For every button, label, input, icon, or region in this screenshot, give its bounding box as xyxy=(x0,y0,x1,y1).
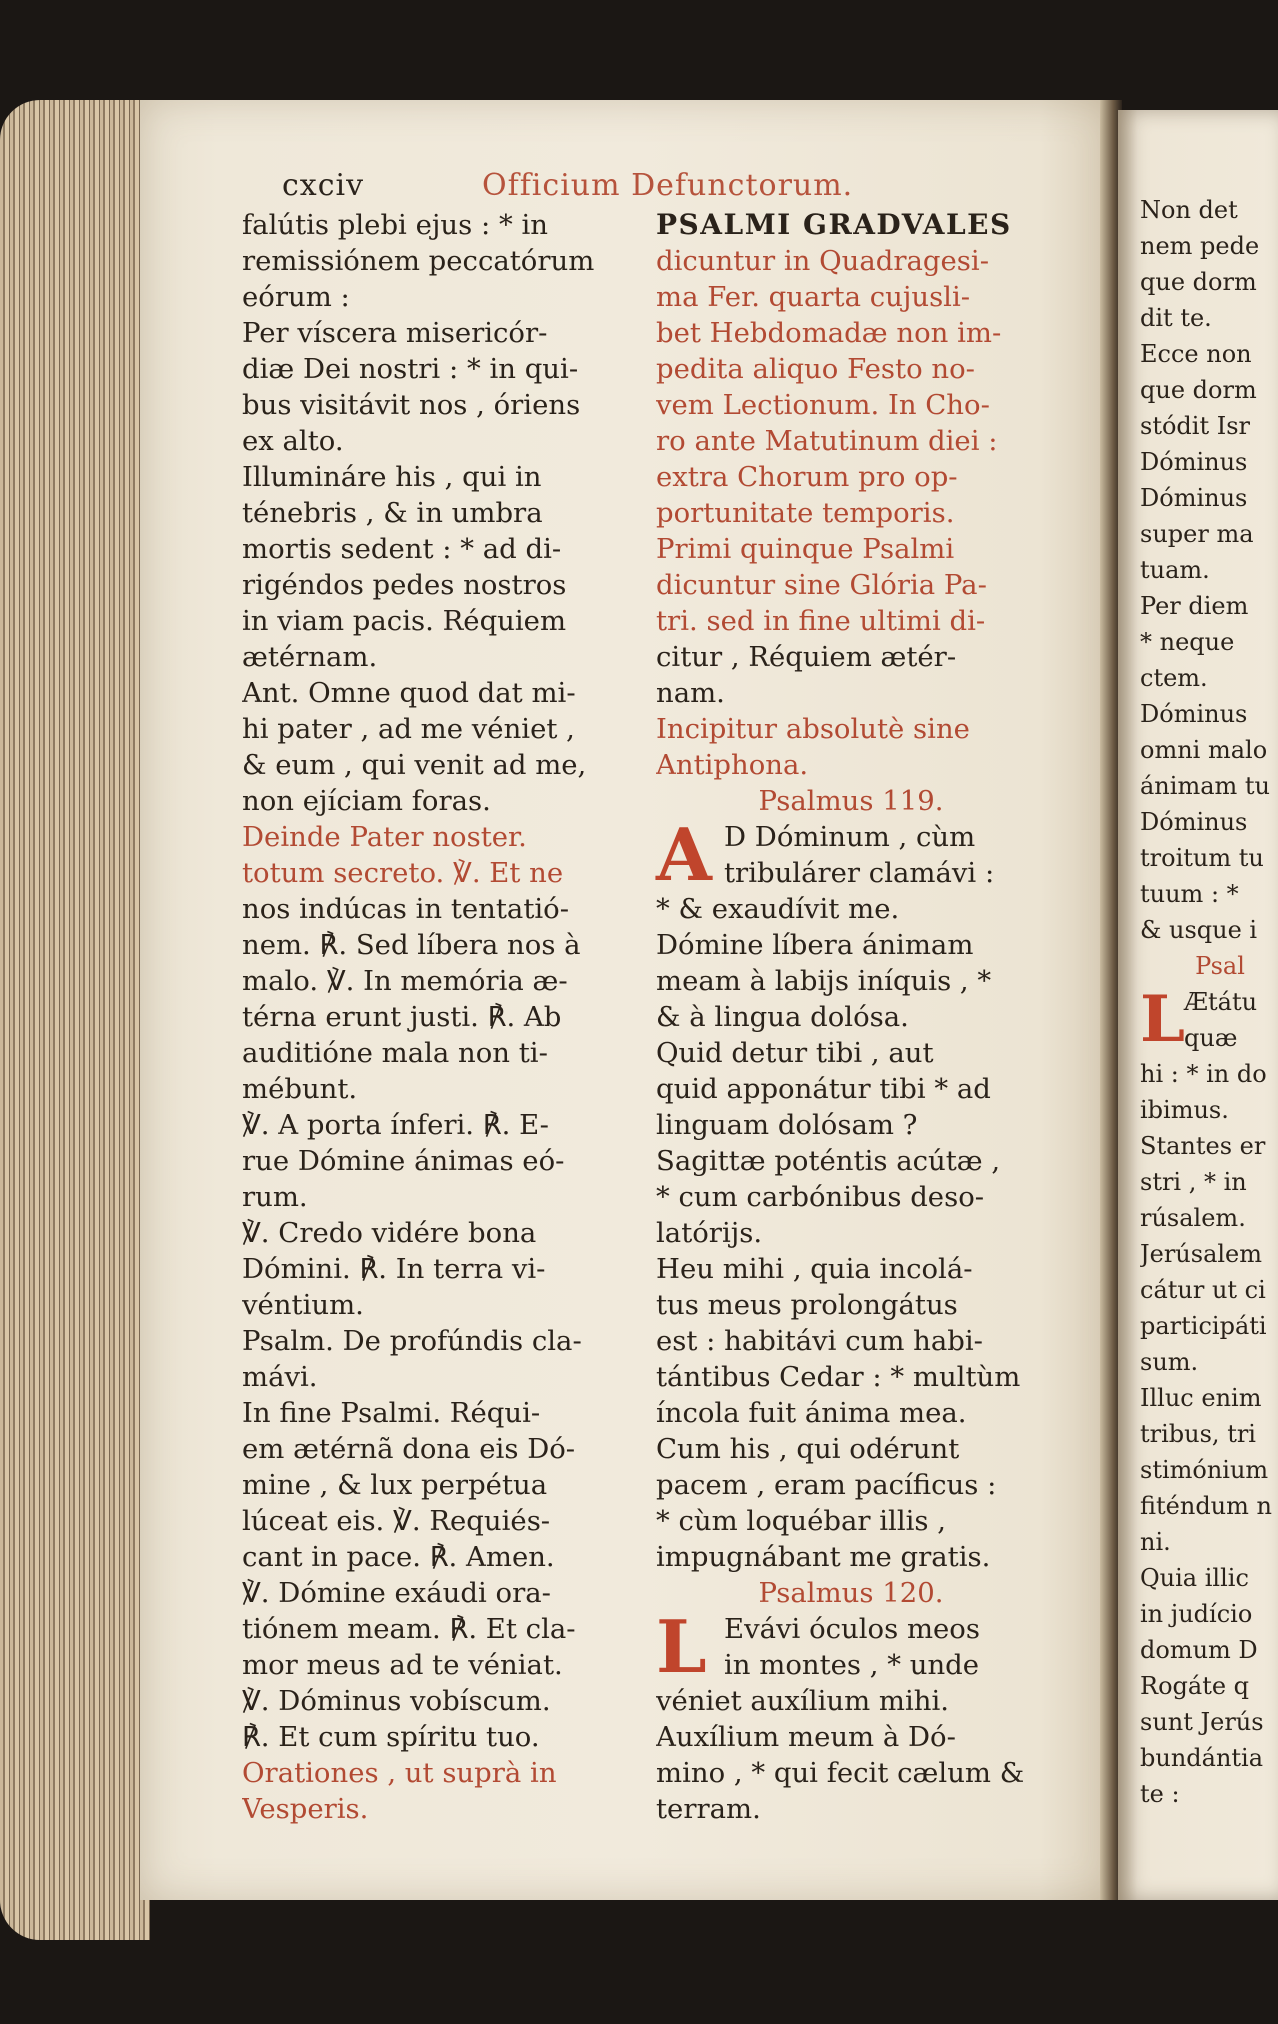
text-line: hi : * in do xyxy=(1140,1060,1267,1088)
text-line: in viam pacis. Réquiem xyxy=(242,605,567,637)
text-line: terram. xyxy=(656,1793,761,1825)
section-heading: PSALMI GRADVALES xyxy=(656,208,1012,241)
text-line: tribus, tri xyxy=(1140,1420,1256,1448)
text-line: Jerúsalem xyxy=(1140,1240,1263,1268)
psalm-opening xyxy=(656,812,1046,897)
text-line: ℣. Dómine exáudi ora- xyxy=(242,1577,551,1609)
psalm-body xyxy=(656,891,1046,1575)
psalm-opening xyxy=(656,1604,1046,1689)
page-number: cxciv xyxy=(282,168,365,203)
text-line: Quid detur tibi , aut xyxy=(656,1037,934,1069)
text-line: remissiónem peccatórum xyxy=(242,245,595,277)
text-line: Evávi óculos meos xyxy=(724,1613,980,1645)
text-line: hi pater , ad me véniet , xyxy=(242,713,575,745)
text-line: tuam. xyxy=(1140,556,1210,584)
rubric-intro xyxy=(656,243,1046,783)
text-line: nos indúcas in tentatió- xyxy=(242,893,570,925)
text-line: Dóminus xyxy=(1140,700,1248,728)
psalm-title: Psal xyxy=(1195,952,1245,980)
text-line: Dóminus xyxy=(1140,448,1248,476)
text-line: ánimam tu xyxy=(1140,772,1270,800)
text-line: sum. xyxy=(1140,1348,1199,1376)
text-line: latórijs. xyxy=(656,1217,763,1249)
text-line: Illumináre his , qui in xyxy=(242,461,542,493)
text-line: Per víscera misericór- xyxy=(242,317,548,349)
psalm-body xyxy=(656,1683,1046,1827)
text-line: * cùm loquébar illis , xyxy=(656,1505,947,1537)
text-line: ex alto. xyxy=(242,425,344,457)
text-line: diæ Dei nostri : * in qui- xyxy=(242,353,579,385)
recto-page xyxy=(1118,110,1278,1900)
text-line: in judício xyxy=(1140,1600,1253,1628)
text-line: mine , & lux perpétua xyxy=(242,1469,548,1501)
text-line: lúceat eis. ℣. Requiés- xyxy=(242,1505,551,1537)
text-line: non ejíciam foras. xyxy=(242,785,491,817)
drop-cap-initial: L xyxy=(656,1604,707,1689)
text-line: ℣. Credo vidére bona xyxy=(242,1217,537,1249)
text-line: Deinde Pater noster. xyxy=(242,821,527,853)
text-line: stimónium xyxy=(1140,1456,1269,1484)
right-column xyxy=(656,207,1046,1827)
psalm-opening xyxy=(1140,984,1278,1056)
text-line: em ætérnã dona eis Dó- xyxy=(242,1433,576,1465)
text-line: Primi quinque Psalmi xyxy=(656,533,955,565)
page-edges xyxy=(0,100,150,1940)
text-line: nem. ℟. Sed líbera nos à xyxy=(242,929,581,961)
text-line: ctem. xyxy=(1140,664,1208,692)
psalm-title: Psalmus 119. xyxy=(758,785,944,817)
text-line: In fine Psalmi. Réqui- xyxy=(242,1397,541,1429)
text-line: auditióne mala non ti- xyxy=(242,1037,548,1069)
text-line: Dóminus xyxy=(1140,484,1248,512)
text-line: mino , * qui fecit cælum & xyxy=(656,1757,1025,1789)
text-line: Heu mihi , quia incolá- xyxy=(656,1253,973,1285)
text-line: & eum , qui venit ad me, xyxy=(242,749,587,781)
text-line: tuum : * xyxy=(1140,880,1239,908)
text-line: tribulárer clamávi : xyxy=(724,857,995,889)
text-line: ibimus. xyxy=(1140,1096,1229,1124)
text-line: impugnábant me gratis. xyxy=(656,1541,991,1573)
text-line: ℣. Dóminus vobíscum. xyxy=(242,1685,551,1717)
text-line: extra Chorum pro op- xyxy=(656,461,958,493)
text-line: stri , * in xyxy=(1140,1168,1247,1196)
text-line: ro ante Matutinum diei : xyxy=(656,425,998,457)
text-line: & usque i xyxy=(1140,916,1258,944)
text-line: Vesperis. xyxy=(242,1793,369,1825)
text-line: ætérnam. xyxy=(242,641,378,673)
text-line: Quia illic xyxy=(1140,1564,1249,1592)
text-line: véntium. xyxy=(242,1289,364,1321)
psalm-title: Psalmus 120. xyxy=(758,1577,944,1609)
text-line: bus visitávit nos , óriens xyxy=(242,389,581,421)
text-line: que dorm xyxy=(1140,268,1257,296)
text-line: vem Lectionum. In Cho- xyxy=(656,389,990,421)
text-line: ténebris , & in umbra xyxy=(242,497,543,529)
text-line: Ant. Omne quod dat mi- xyxy=(242,677,576,709)
text-line: te : xyxy=(1140,1780,1180,1808)
text-line: Incipitur absolutè sine xyxy=(656,713,970,745)
text-line: mébunt. xyxy=(242,1073,358,1105)
text-line: nam. xyxy=(656,677,725,709)
text-line: dicuntur in Quadragesi- xyxy=(656,245,989,277)
text-line: pacem , eram pacíficus : xyxy=(656,1469,997,1501)
text-line: mor meus ad te véniat. xyxy=(242,1649,563,1681)
text-line: Sagittæ poténtis acútæ , xyxy=(656,1145,1001,1177)
text-line: quæ xyxy=(1184,1024,1238,1052)
text-line: Stantes er xyxy=(1140,1132,1266,1160)
text-line: omni malo xyxy=(1140,736,1268,764)
text-line: cant in pace. ℟. Amen. xyxy=(242,1541,555,1573)
text-line: tri. sed in fine ultimi di- xyxy=(656,605,986,637)
text-line: eórum : xyxy=(242,281,350,313)
text-line: D Dóminum , cùm xyxy=(724,821,976,853)
text-line: Orationes , ut suprà in xyxy=(242,1757,557,1789)
text-line: Cum his , qui odérunt xyxy=(656,1433,960,1465)
text-line: * cum carbónibus deso- xyxy=(656,1181,985,1213)
drop-cap-initial: A xyxy=(656,812,712,897)
text-line: * neque xyxy=(1140,628,1235,656)
text-line: véniet auxílium mihi. xyxy=(656,1685,950,1717)
text-line: rue Dómine ánimas eó- xyxy=(242,1145,565,1177)
text-line: stódit Isr xyxy=(1140,412,1250,440)
text-line: íncola fuit ánima mea. xyxy=(656,1397,967,1429)
text-line: que dorm xyxy=(1140,376,1257,404)
text-line: linguam dolósam ? xyxy=(656,1109,918,1141)
text-line: rigéndos pedes nostros xyxy=(242,569,567,601)
text-line: dicuntur sine Glória Pa- xyxy=(656,569,987,601)
text-line: tus meus prolongátus xyxy=(656,1289,958,1321)
text-line: tántibus Cedar : * multùm xyxy=(656,1361,1021,1393)
text-line: malo. ℣. In memória æ- xyxy=(242,965,568,997)
left-column xyxy=(242,207,632,1827)
drop-cap-initial: L xyxy=(1140,982,1185,1057)
text-line: nem pede xyxy=(1140,232,1260,260)
text-line: ni. xyxy=(1140,1528,1171,1556)
recto-column xyxy=(1140,192,1278,1812)
text-line: tiónem meam. ℟. Et cla- xyxy=(242,1613,576,1645)
text-line: bet Hebdomadæ non im- xyxy=(656,317,1002,349)
text-line: bundántia xyxy=(1140,1744,1264,1772)
text-line: Per diem xyxy=(1140,592,1249,620)
text-line: Psalm. De profúndis cla- xyxy=(242,1325,582,1357)
text-line: portunitate temporis. xyxy=(656,497,955,529)
text-line: térna erunt justi. ℟. Ab xyxy=(242,1001,562,1033)
text-line: & à lingua dolósa. xyxy=(656,1001,909,1033)
text-line: mortis sedent : * ad di- xyxy=(242,533,562,565)
text-line: Dómine líbera ánimam xyxy=(656,929,974,961)
text-line: dit te. xyxy=(1140,304,1212,332)
text-line: Rogáte q xyxy=(1140,1672,1250,1700)
text-line: cátur ut ci xyxy=(1140,1276,1266,1304)
text-line: ℣. A porta ínferi. ℟. E- xyxy=(242,1109,549,1141)
text-line: sunt Jerús xyxy=(1140,1708,1264,1736)
text-line: rúsalem. xyxy=(1140,1204,1246,1232)
text-line: participáti xyxy=(1140,1312,1267,1340)
text-line: rum. xyxy=(242,1181,308,1213)
text-line: Auxílium meum à Dó- xyxy=(656,1721,956,1753)
text-line: mávi. xyxy=(242,1361,318,1393)
text-line: falútis plebi ejus : * in xyxy=(242,209,548,241)
text-line: Dóminus xyxy=(1140,808,1248,836)
text-line: troitum tu xyxy=(1140,844,1264,872)
text-line: pedita aliquo Festo no- xyxy=(656,353,975,385)
running-title: Officium Defunctorum. xyxy=(482,168,854,203)
text-line: Illuc enim xyxy=(1140,1384,1262,1412)
text-line: in montes , * unde xyxy=(724,1649,980,1681)
text-line: Dómini. ℟. In terra vi- xyxy=(242,1253,546,1285)
text-line: Ætátu xyxy=(1184,988,1258,1016)
recto-lines xyxy=(1140,1056,1278,1812)
text-line: meam à labijs iníquis , * xyxy=(656,965,992,997)
text-line: citur , Réquiem ætér- xyxy=(656,641,957,673)
text-line: Antiphona. xyxy=(656,749,809,781)
text-line: Ecce non xyxy=(1140,340,1252,368)
text-line: ℟. Et cum spíritu tuo. xyxy=(242,1721,540,1753)
text-line: est : habitávi cum habi- xyxy=(656,1325,983,1357)
text-line: ma Fer. quarta cujusli- xyxy=(656,281,971,313)
recto-lines xyxy=(1140,192,1278,948)
text-line: * & exaudívit me. xyxy=(656,893,900,925)
text-line: totum secreto. ℣. Et ne xyxy=(242,857,564,889)
text-line: Non det xyxy=(1140,196,1238,224)
text-line: super ma xyxy=(1140,520,1254,548)
text-line: domum D xyxy=(1140,1636,1258,1664)
text-line: fiténdum n xyxy=(1140,1492,1272,1520)
text-line: quid apponátur tibi * ad xyxy=(656,1073,991,1105)
